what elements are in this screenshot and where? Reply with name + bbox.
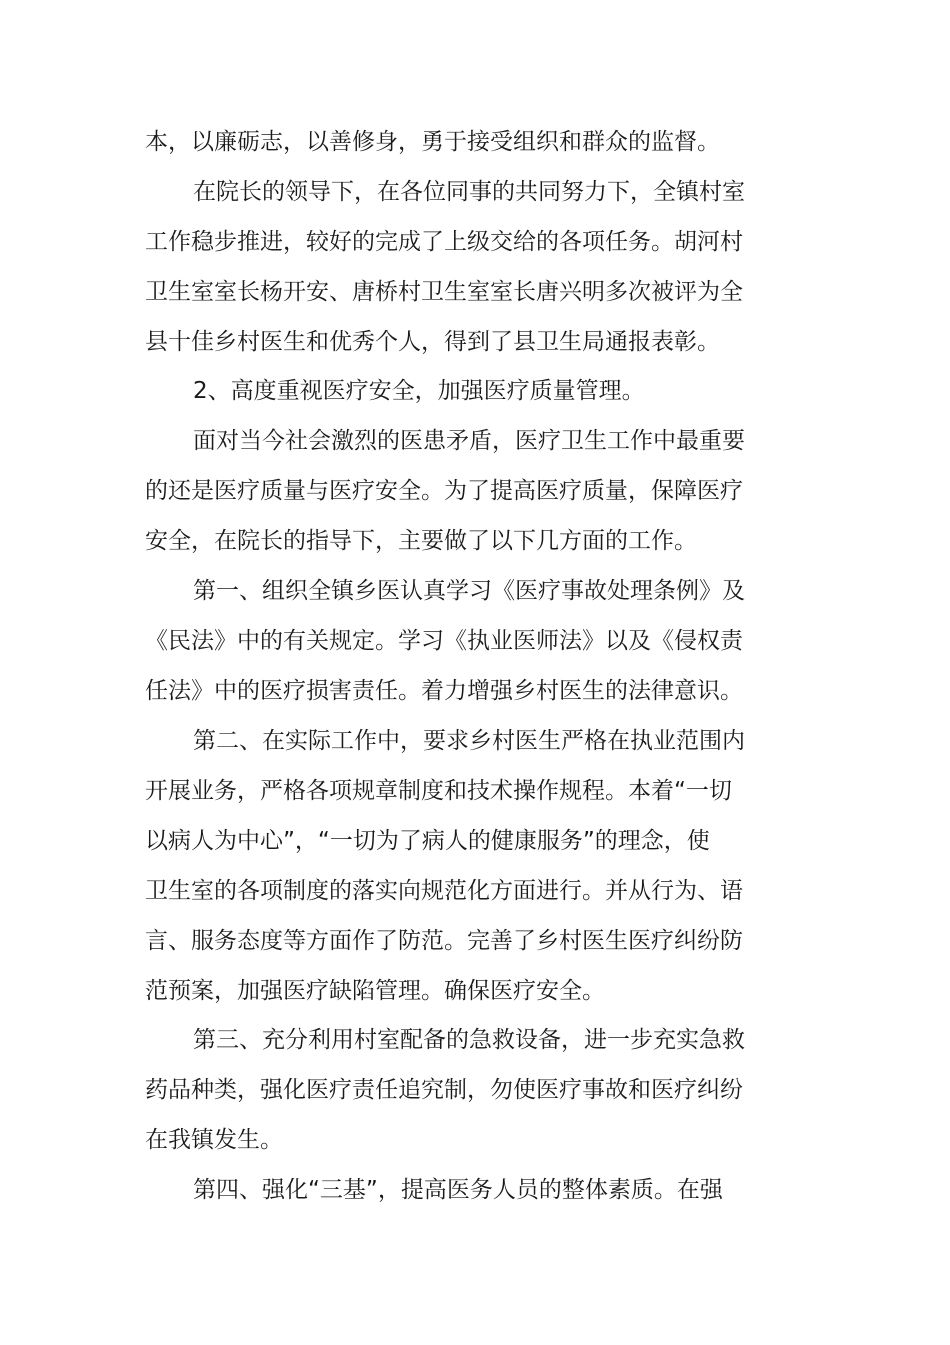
text-line: 药品种类，强化医疗责任追究制，勿使医疗事故和医疗纠纷 [145, 1077, 743, 1103]
text-line: 言、服务态度等方面作了防范。完善了乡村医生医疗纠纷防 [145, 928, 743, 954]
text-line: 任法》中的医疗损害责任。着力增强乡村医生的法律意识。 [145, 678, 743, 704]
text-line: 卫生室的各项制度的落实向规范化方面进行。并从行为、语 [145, 878, 743, 904]
text-line: 安全，在院长的指导下，主要做了以下几方面的工作。 [145, 528, 697, 554]
section-heading: 2、高度重视医疗安全，加强医疗质量管理。 [193, 378, 645, 404]
text-line: 第二、在实际工作中，要求乡村医生严格在执业范围内 [193, 728, 745, 754]
text-line: 的还是医疗质量与医疗安全。为了提高医疗质量，保障医疗 [145, 478, 743, 504]
text-line: 第四、强化“三基”，提高医务人员的整体素质。在强 [193, 1177, 723, 1203]
text-line: 面对当今社会激烈的医患矛盾，医疗卫生工作中最重要 [193, 428, 745, 454]
text-line: 范预案，加强医疗缺陷管理。确保医疗安全。 [145, 978, 605, 1004]
text-line: 《民法》中的有关规定。学习《执业医师法》以及《侵权责 [145, 628, 743, 654]
text-line: 卫生室室长杨开安、唐桥村卫生室室长唐兴明多次被评为全 [145, 279, 743, 305]
text-line: 在院长的领导下，在各位同事的共同努力下，全镇村室 [193, 179, 745, 205]
text-line: 开展业务，严格各项规章制度和技术操作规程。本着“一切 [145, 778, 732, 804]
text-line: 县十佳乡村医生和优秀个人，得到了县卫生局通报表彰。 [145, 329, 720, 355]
text-line: 本，以廉砺志，以善修身，勇于接受组织和群众的监督。 [145, 129, 720, 155]
text-line: 工作稳步推进，较好的完成了上级交给的各项任务。胡河村 [145, 229, 743, 255]
text-line: 第一、组织全镇乡医认真学习《医疗事故处理条例》及 [193, 578, 745, 604]
text-line: 以病人为中心”，“一切为了病人的健康服务”的理念，使 [145, 828, 710, 854]
text-line: 在我镇发生。 [145, 1127, 283, 1153]
text-line: 第三、充分利用村室配备的急救设备，进一步充实急救 [193, 1027, 745, 1053]
